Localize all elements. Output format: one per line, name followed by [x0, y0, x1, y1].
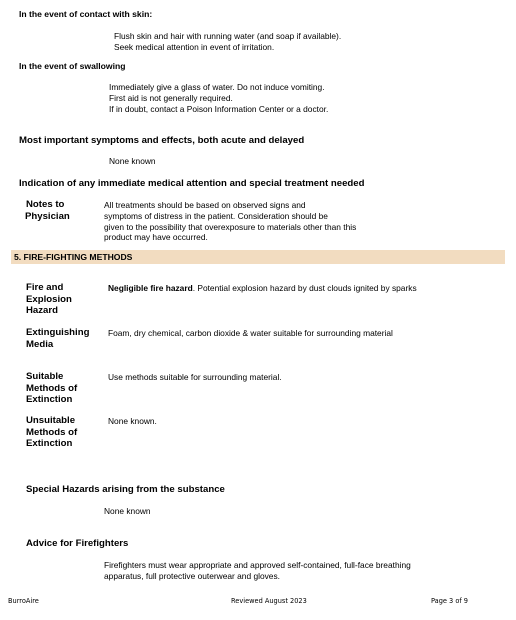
skin-line-1: Flush skin and hair with running water (and soap if available). [114, 31, 342, 41]
advice-firefighters-heading: Advice for Firefighters [26, 538, 129, 549]
swallow-line-2: First aid is not generally required. [109, 92, 233, 103]
footer-review-date: Reviewed August 2023 [231, 597, 307, 605]
notes-label-line-2: Physician [25, 211, 70, 222]
suitable-label-line-2: Methods of [26, 382, 78, 394]
notes-to-physician-text [104, 200, 356, 243]
ext-label-line-2: Media [26, 338, 54, 350]
notes-line-4: product may have occurred. [104, 232, 208, 243]
notes-line-2: symptoms of distress in the patient. Consideration should be [104, 210, 328, 221]
unsuitable-label-line-1: Unsuitable [26, 415, 76, 426]
fire-label-line-3: Hazard [26, 305, 58, 317]
footer-page-number: Page 3 of 9 [431, 597, 468, 605]
swallowing-instructions [109, 82, 328, 114]
medical-attention-heading: Indication of any immediate medical attention and special treatment needed [19, 178, 365, 189]
skin-contact-instructions [114, 31, 341, 53]
special-hazards-text: None known [104, 506, 151, 516]
notes-line-1: All treatments should be based on observed signs and [104, 200, 306, 210]
unsuitable-label-line-2: Methods of [26, 426, 78, 438]
skin-contact-heading: In the event of contact with skin: [19, 9, 153, 19]
swallow-line-1: Immediately give a glass of water. Do not induce vomiting. [109, 82, 325, 92]
notes-line-3: given to the possibility that overexposure to materials other than this [104, 221, 357, 232]
notes-label-line-1: Notes to [26, 199, 65, 210]
unsuitable-methods-label [26, 415, 77, 450]
section-5-header-bar [11, 250, 505, 264]
suitable-methods-text: Use methods suitable for surrounding material. [108, 372, 282, 382]
advice-line-1: Firefighters must wear appropriate and approved self-contained, full-face breathing [104, 560, 411, 570]
fire-label-line-2: Explosion [26, 293, 72, 305]
fire-hazard-rest: . Potential explosion hazard by dust clouds ignited by sparks [192, 283, 417, 293]
footer-company: BurroAire [8, 597, 39, 605]
unsuitable-label-line-3: Extinction [26, 438, 73, 450]
swallow-line-3: If in doubt, contact a Poison Information Center or a doctor. [109, 103, 329, 114]
advice-firefighters-text [104, 560, 411, 582]
suitable-methods-label [26, 371, 77, 406]
section-5-title: 5. FIRE-FIGHTING METHODS [14, 252, 133, 262]
fire-hazard-bold: Negligible fire hazard [108, 283, 193, 293]
fire-label-line-1: Fire and [26, 282, 64, 293]
suitable-label-line-1: Suitable [26, 371, 64, 382]
suitable-label-line-3: Extinction [26, 394, 73, 406]
extinguishing-media-text: Foam, dry chemical, carbon dioxide & water suitable for surrounding material [108, 328, 393, 338]
fire-hazard-text [108, 283, 417, 294]
special-hazards-heading: Special Hazards arising from the substance [26, 484, 225, 495]
notes-to-physician-label [26, 199, 70, 223]
advice-line-2: apparatus, full protective outerwear and gloves. [104, 570, 280, 581]
fire-hazard-label [26, 282, 72, 317]
unsuitable-methods-text: None known. [108, 416, 157, 426]
swallowing-heading: In the event of swallowing [19, 61, 126, 71]
extinguishing-media-label [26, 327, 89, 350]
skin-line-2: Seek medical attention in event of irritation. [114, 41, 275, 52]
symptoms-heading: Most important symptoms and effects, both acute and delayed [19, 135, 305, 146]
symptoms-text: None known [109, 156, 156, 166]
ext-label-line-1: Extinguishing [26, 327, 90, 338]
